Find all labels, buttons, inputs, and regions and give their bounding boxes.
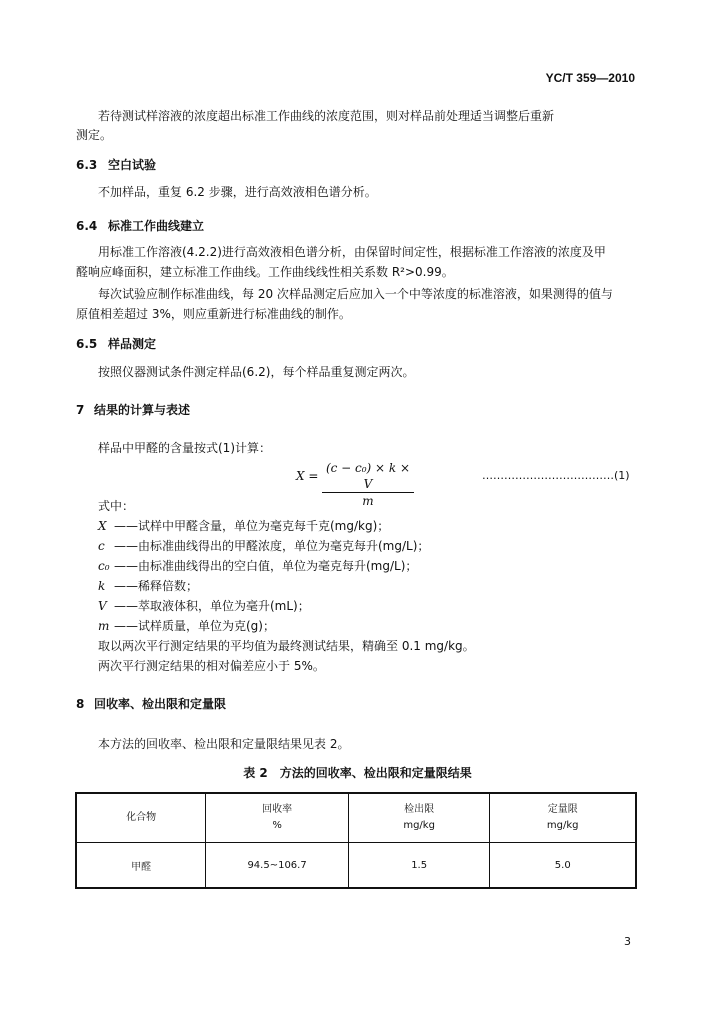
section-8-number: 8	[76, 697, 85, 711]
formula-numerator: (c − c₀) × k × V	[322, 460, 414, 493]
header-label: 化合物	[126, 812, 157, 823]
header-unit: %	[272, 820, 282, 831]
cell-loq: 5.0	[490, 843, 636, 889]
formula-lead: 样品中甲醛的含量按式(1)计算：	[98, 441, 271, 455]
definition-row	[98, 618, 275, 634]
cell-recovery: 94.5~106.7	[206, 843, 348, 889]
header-label: 定量限	[547, 804, 578, 815]
header-compound	[76, 793, 206, 843]
header-unit: mg/kg	[403, 820, 435, 831]
section-6-3-number: 6.3	[76, 158, 98, 172]
header-recovery	[206, 793, 348, 843]
formula-where: 式中：	[98, 499, 135, 513]
definition-symbol: c	[98, 539, 105, 553]
definition-symbol: k	[98, 579, 106, 593]
definition-row	[98, 578, 198, 594]
definition-symbol: c₀	[98, 559, 110, 573]
page-number: 3	[624, 935, 631, 948]
section-7-number: 7	[76, 403, 85, 417]
intro-line-2: 测定。	[76, 128, 113, 142]
results-table	[75, 792, 637, 889]
section-6-4-p1-line1: 用标准工作溶液(4.2.2)进行高效液相色谱分析，由保留时间定性，根据标准工作溶液的浓度及甲	[98, 245, 606, 259]
definition-text: ——由标准曲线得出的甲醛浓度，单位为毫克每升(mg/L)；	[114, 539, 430, 553]
section-6-5-body: 按照仪器测试条件测定样品(6.2)，每个样品重复测定两次。	[98, 365, 415, 379]
section-8-body: 本方法的回收率、检出限和定量限结果见表 2。	[98, 737, 350, 751]
header-label: 回收率	[262, 804, 293, 815]
section-6-3-body: 不加样品，重复 6.2 步骤，进行高效液相色谱分析。	[98, 185, 377, 199]
definition-row	[98, 518, 389, 534]
section-8-title: 回收率、检出限和定量限	[94, 697, 227, 711]
deviation-note: 两次平行测定结果的相对偏差应小于 5%。	[98, 659, 325, 673]
table-caption: 表 2 方法的回收率、检出限和定量限结果	[243, 766, 472, 780]
definition-text: ——萃取液体积，单位为毫升(mL)；	[114, 599, 310, 613]
definition-text: ——由标准曲线得出的空白值，单位为毫克每升(mg/L)；	[114, 559, 418, 573]
definition-text: ——试样中甲醛含量，单位为毫克每千克(mg/kg)；	[114, 519, 390, 533]
section-6-4-p2-line1: 每次试验应制作标准曲线，每 20 次样品测定后应加入一个中等浓度的标准溶液，如果测得的值与	[98, 287, 613, 301]
definition-row	[98, 538, 429, 554]
section-6-5-number: 6.5	[76, 337, 98, 351]
intro-line-1: 若待测试样溶液的浓度超出标准工作曲线的浓度范围，则对样品前处理适当调整后重新	[98, 109, 555, 123]
section-6-5-title: 样品测定	[108, 337, 157, 351]
formula-lhs: X =	[296, 469, 319, 483]
definition-symbol: X	[98, 519, 107, 533]
formula-denominator: m	[362, 494, 374, 508]
table-row	[76, 843, 636, 889]
header-lod	[348, 793, 490, 843]
definition-row	[98, 598, 310, 614]
final-result-note: 取以两次平行测定结果的平均值为最终测试结果，精确至 0.1 mg/kg。	[98, 639, 475, 653]
header-unit: mg/kg	[546, 820, 579, 831]
definition-symbol: m	[98, 619, 110, 633]
section-6-4-p1-line2: 醛响应峰面积，建立标准工作曲线。工作曲线线性相关系数 R²>0.99。	[76, 265, 454, 279]
section-6-4-p2-line2: 原值相差超过 3%，则应重新进行标准曲线的制作。	[76, 307, 351, 321]
cell-lod: 1.5	[348, 843, 490, 889]
definition-row	[98, 558, 417, 574]
section-6-4-number: 6.4	[76, 219, 98, 233]
section-6-4-title: 标准工作曲线建立	[108, 219, 205, 233]
definition-text: ——试样质量，单位为克(g)；	[114, 619, 275, 633]
cell-compound: 甲醛	[76, 843, 206, 889]
header-loq	[490, 793, 636, 843]
definition-text: ——稀释倍数；	[114, 579, 199, 593]
definition-symbol: V	[98, 599, 107, 613]
formula-tag: ………………………………(1)	[482, 469, 630, 482]
standard-number: YC/T 359—2010	[545, 71, 635, 85]
section-7-title: 结果的计算与表述	[94, 403, 191, 417]
section-6-3-title: 空白试验	[108, 158, 157, 172]
table-header-row	[76, 793, 636, 843]
header-label: 检出限	[404, 804, 435, 815]
formula-fraction	[322, 460, 414, 509]
